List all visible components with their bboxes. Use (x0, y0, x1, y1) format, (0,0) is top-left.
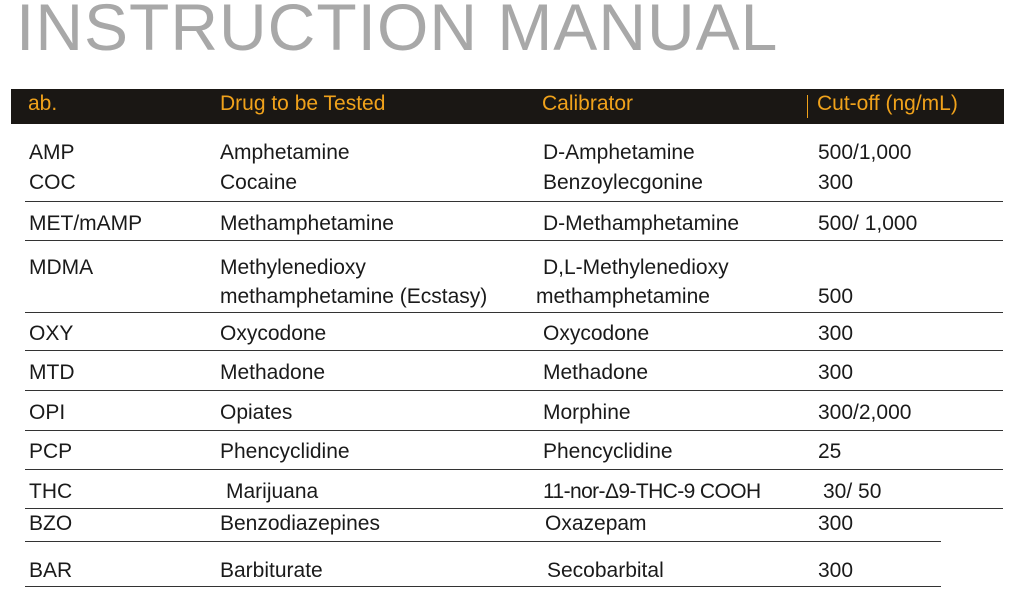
row-drug: Methylenedioxy (220, 256, 366, 279)
row-drug: Methamphetamine (220, 212, 394, 235)
row-divider (25, 390, 1003, 391)
row-cutoff: 300/2,000 (818, 401, 912, 424)
table-header (11, 89, 1004, 124)
header-separator (807, 95, 808, 118)
row-cutoff: 300 (818, 361, 854, 384)
row-drug: Opiates (220, 401, 293, 424)
row-cutoff: 30/ 50 (823, 480, 882, 503)
row-abbrev: MDMA (29, 256, 94, 279)
row-divider (25, 508, 1003, 509)
row-abbrev: OXY (29, 322, 74, 345)
header-cutoff: Cut-off (ng/mL) (817, 92, 958, 115)
row-calibrator: 11-nor-Δ9-THC-9 COOH (543, 480, 761, 503)
row-calibrator: D,L-Methylenedioxy (543, 256, 729, 279)
row-calibrator: Oxycodone (543, 322, 650, 345)
row-divider (25, 586, 941, 587)
row-cutoff: 300 (818, 171, 854, 194)
row-calibrator-line2: methamphetamine (536, 285, 710, 308)
row-calibrator: D-Amphetamine (543, 141, 695, 164)
row-drug: Cocaine (220, 171, 298, 194)
row-calibrator: Methadone (543, 361, 649, 384)
row-abbrev: MET/mAMP (29, 212, 143, 235)
row-calibrator: Benzoylecgonine (543, 171, 703, 194)
row-calibrator: Morphine (543, 401, 631, 424)
row-abbrev: COC (29, 171, 76, 194)
row-cutoff: 500/1,000 (818, 141, 912, 164)
row-cutoff: 500/ 1,000 (818, 212, 918, 235)
row-cutoff: 500 (818, 285, 854, 308)
row-calibrator: Secobarbital (547, 559, 664, 582)
row-drug: Benzodiazepines (220, 512, 380, 535)
row-drug: Methadone (220, 361, 326, 384)
row-divider (25, 541, 941, 542)
row-calibrator: Oxazepam (545, 512, 647, 535)
row-abbrev: BZO (29, 512, 73, 535)
row-drug-line2: methamphetamine (Ecstasy) (220, 285, 488, 308)
row-abbrev: PCP (29, 440, 73, 463)
row-cutoff: 300 (818, 512, 854, 535)
row-abbrev: AMP (29, 141, 75, 164)
row-abbrev: OPI (29, 401, 66, 424)
row-abbrev: MTD (29, 361, 75, 384)
row-calibrator: D-Methamphetamine (543, 212, 740, 235)
row-drug: Barbiturate (220, 559, 323, 582)
row-drug: Phencyclidine (220, 440, 350, 463)
row-divider (25, 430, 1003, 431)
row-divider (25, 350, 1003, 351)
row-cutoff: 300 (818, 322, 854, 345)
row-divider (25, 469, 1003, 470)
row-divider (25, 240, 1003, 241)
row-drug: Oxycodone (220, 322, 327, 345)
row-cutoff: 300 (818, 559, 854, 582)
row-abbrev: BAR (29, 559, 73, 582)
row-drug: Amphetamine (220, 141, 350, 164)
row-drug: Marijuana (226, 480, 319, 503)
row-divider (25, 201, 1003, 202)
row-cutoff: 25 (818, 440, 842, 463)
row-divider (25, 312, 1003, 313)
header-calibrator: Calibrator (542, 92, 634, 115)
header-abbrev: ab. (28, 92, 58, 115)
row-calibrator: Phencyclidine (543, 440, 673, 463)
row-abbrev: THC (29, 480, 73, 503)
page-title: INSTRUCTION MANUAL (16, 0, 779, 64)
header-drug: Drug to be Tested (220, 92, 386, 115)
